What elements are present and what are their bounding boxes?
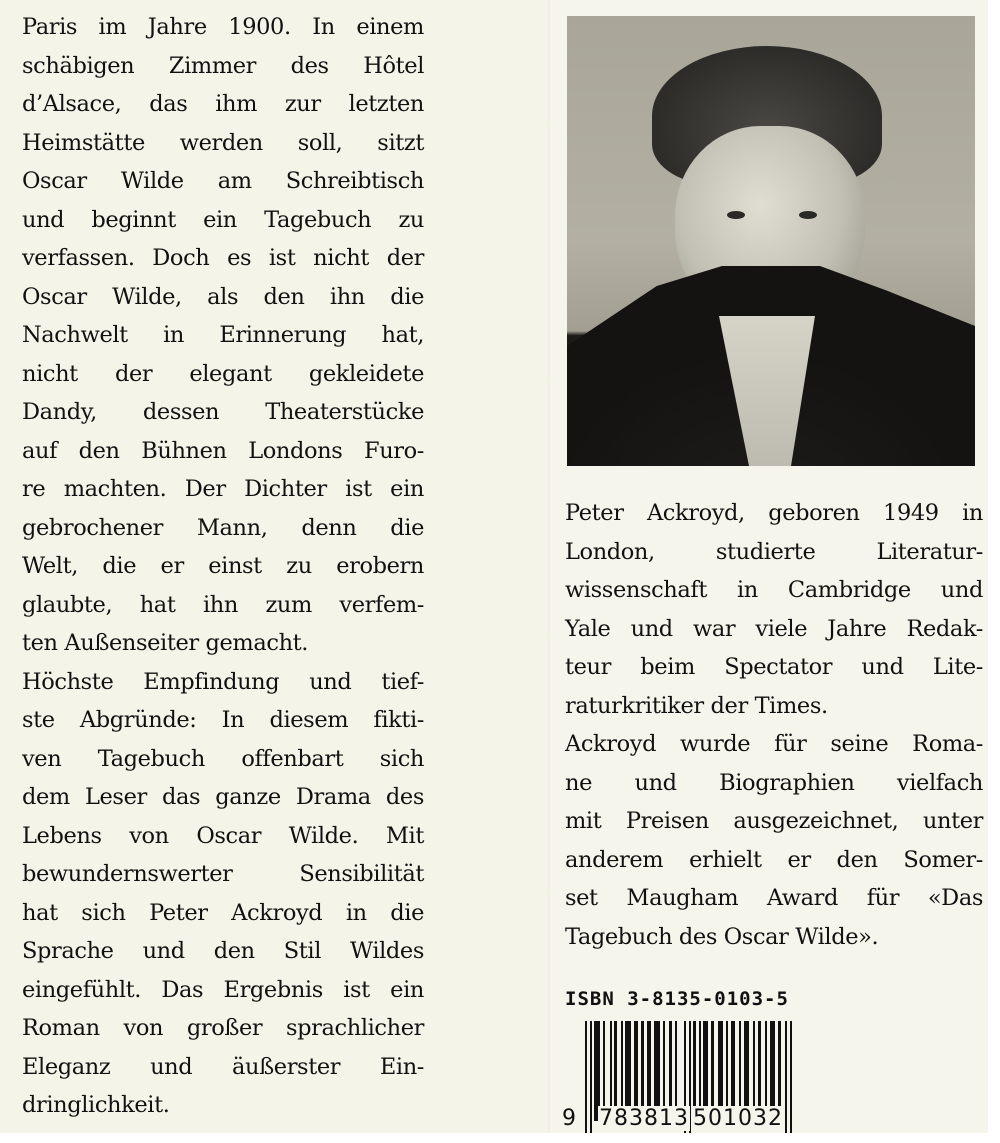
- barcode-first-digit: 9: [562, 1106, 576, 1131]
- author-photo: [567, 16, 975, 466]
- bio-line: anderem erhielt er den Somer-: [565, 846, 983, 873]
- blurb-line: Dandy, dessen Theaterstücke: [22, 399, 424, 425]
- blurb-text: [22, 8, 424, 1125]
- barcode-right-group: 501032: [693, 1106, 783, 1131]
- isbn-label: ISBN 3-8135-0103-5: [565, 988, 789, 1010]
- blurb-line: Eleganz und äußerster Ein-: [22, 1053, 424, 1080]
- blurb-line: und beginnt ein Tagebuch zu: [22, 206, 424, 233]
- blurb-line: Sprache und den Stil Wildes: [22, 938, 424, 964]
- blurb-line: dringlichkeit.: [22, 1092, 170, 1118]
- blurb-line: ten Außenseiter gemacht.: [22, 630, 309, 656]
- blurb-line: Paris im Jahre 1900. In einem: [22, 14, 424, 40]
- blurb-line: hat sich Peter Ackroyd in die: [22, 899, 424, 926]
- bio-line: mit Preisen ausgezeichnet, unter: [565, 808, 983, 834]
- blurb-line: Lebens von Oscar Wilde. Mit: [22, 822, 424, 849]
- blurb-line: Roman von großer sprachlicher: [22, 1015, 424, 1041]
- blurb-line: re machten. Der Dichter ist ein: [22, 476, 424, 502]
- bio-line: Tagebuch des Oscar Wilde».: [565, 923, 879, 950]
- blurb-line: d’Alsace, das ihm zur letzten: [22, 91, 424, 117]
- blurb-line: nicht der elegant gekleidete: [22, 360, 424, 387]
- bio-line: teur beim Spectator und Lite-: [565, 654, 983, 680]
- blurb-line: ste Abgründe: In diesem fikti-: [22, 707, 424, 733]
- blurb-line: Heimstätte werden soll, sitzt: [22, 129, 424, 156]
- blurb-line: bewundernswerter Sensibilität: [22, 861, 424, 887]
- bio-line: set Maugham Award für «Das: [565, 885, 983, 911]
- blurb-line: glaubte, hat ihn zum verfem-: [22, 591, 424, 618]
- blurb-line: Welt, die er einst zu erobern: [22, 553, 424, 579]
- blurb-line: eingefühlt. Das Ergebnis ist ein: [22, 976, 424, 1003]
- blurb-line: Nachwelt in Erinnerung hat,: [22, 322, 424, 348]
- blurb-line: verfassen. Doch es ist nicht der: [22, 245, 424, 271]
- blurb-line: gebrochener Mann, denn die: [22, 514, 424, 541]
- bio-line: Peter Ackroyd, geboren 1949 in: [565, 500, 983, 526]
- bio-line: raturkritiker der Times.: [565, 692, 828, 719]
- author-bio: [565, 494, 983, 956]
- blurb-line: Oscar Wilde, als den ihn die: [22, 283, 424, 310]
- blurb-line: Höchste Empfindung und tief-: [22, 668, 424, 695]
- bio-line: Ackroyd wurde für seine Roma-: [565, 731, 983, 757]
- blurb-line: dem Leser das ganze Drama des: [22, 784, 424, 810]
- bio-line: wissenschaft in Cambridge und: [565, 577, 983, 603]
- bio-line: London, studierte Literatur-: [565, 538, 983, 565]
- bio-line: Yale und war viele Jahre Redak-: [565, 615, 983, 642]
- photo-eye-right: [799, 211, 817, 219]
- blurb-line: schäbigen Zimmer des Hôtel: [22, 52, 424, 79]
- blurb-line: Oscar Wilde am Schreibtisch: [22, 168, 424, 194]
- bio-line: ne und Biographien vielfach: [565, 769, 983, 796]
- blurb-line: auf den Bühnen Londons Furo-: [22, 437, 424, 464]
- photo-eye-left: [727, 211, 745, 219]
- barcode-left-group: 783813: [599, 1106, 689, 1131]
- blurb-line: ven Tagebuch offenbart sich: [22, 745, 424, 772]
